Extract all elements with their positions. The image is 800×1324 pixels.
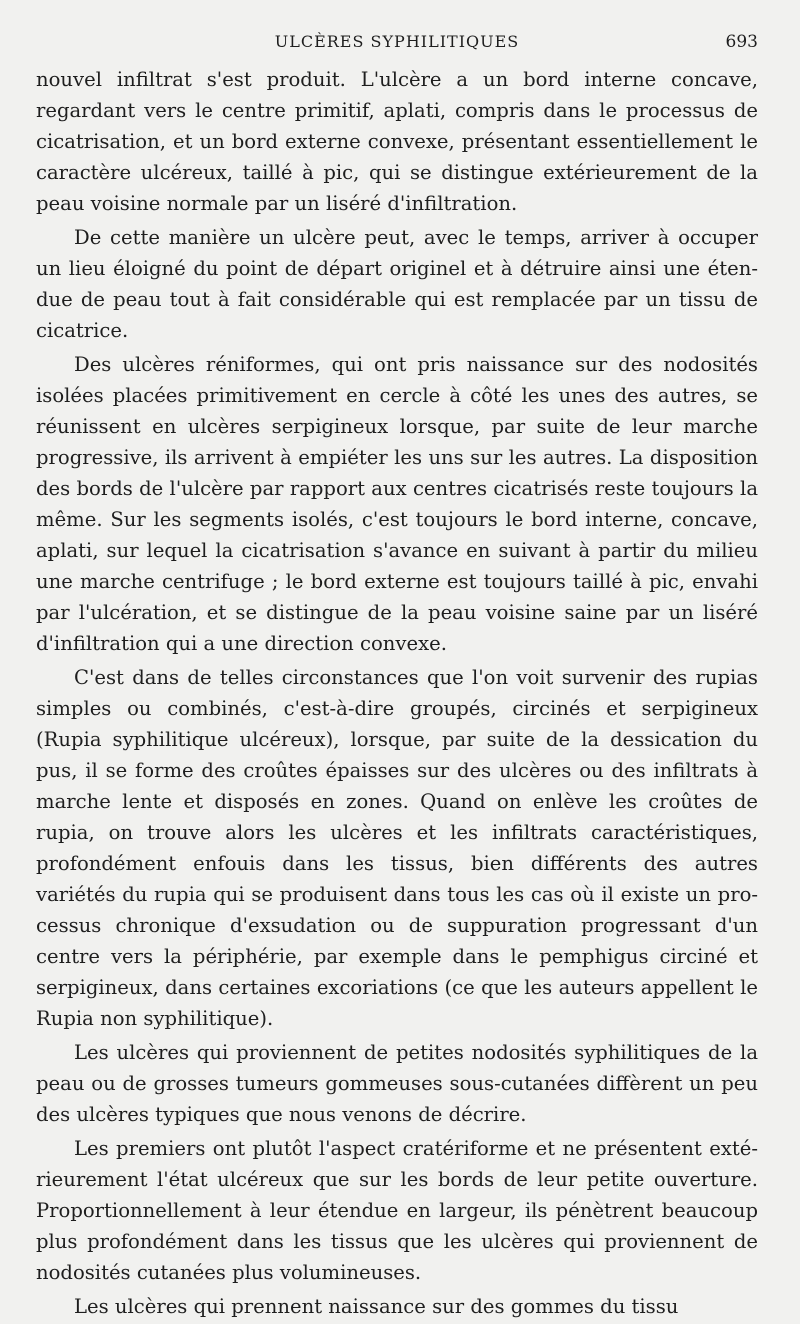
paragraph: Les ulcères qui proviennent de petites nodosités syphilitiques de la peau ou de grosses tumeurs gommeuses sous-cutanées diffèrent un peu des ulcères typiques que nous venons de décrire. (36, 1041, 758, 1126)
running-title: ULCÈRES SYPHILITIQUES (274, 32, 520, 51)
body-text (36, 64, 758, 1322)
paragraph: Des ulcères réniformes, qui ont pris naissance sur des nodosités isolées placées primitivement en cercle à côté les unes des autres, se réunissent en ulcères serpigineux lorsque, par suite de leur marche progressive, ils arrivent à empiéter les uns sur les autres. La disposition des bords de l'ulcère par rapport aux centres cicatrisés reste toujours la même. Sur les segments isolés, c'est toujours le bord interne, concave, aplati, sur lequel la cicatrisation s'avance en suivant à partir du milieu une marche centrifuge ; le bord externe est toujours taillé à pic, envahi par l'ulcération, et se distingue de la peau voisine saine par un liséré d'infiltration qui a une direction convexe. (36, 353, 758, 655)
paragraph: Les premiers ont plutôt l'aspect cratériforme et ne présentent extérieurement l'état ulcéreux que sur les bords de leur petite ouverture. Proportionnellement à leur étendue en largeur, ils pénètrent beaucoup plus profondément dans les tissus que les ulcères qui proviennent de nodosités cutanées plus volumineuses. (36, 1137, 758, 1284)
paragraph: C'est dans de telles circonstances que l'on voit survenir des rupias simples ou combinés, c'est-à-dire groupés, circinés et serpigineux (Rupia syphilitique ulcéreux), lorsque, par suite de la dessication du pus, il se forme des croûtes épaisses sur des ulcères ou des infiltrats à marche lente et disposés en zones. Quand on enlève les croûtes de rupia, on trouve alors les ulcères et les infiltrats caractéristiques, profondément enfouis dans les tissus, bien différents des autres variétés du rupia qui se produisent dans tous les cas où il existe un processus chronique d'exsudation ou de suppuration progressant d'un centre vers la périphérie, par exemple dans le pemphigus circiné et serpigineux, dans certaines excoriations (ce que les auteurs appellent le Rupia non syphilitique). (36, 666, 758, 1030)
paragraph: Les ulcères qui prennent naissance sur des gommes du tissu (74, 1295, 679, 1318)
paragraph-continued: nouvel infiltrat s'est produit. L'ulcère a un bord interne concave, regardant vers le centre primitif, aplati, compris dans le processus de cicatrisation, et un bord externe convexe, présentant essentiellement le caractère ulcéreux, taillé à pic, qui se distingue extérieurement de la peau voisine normale par un liséré d'infiltration. (36, 68, 758, 215)
page-number: 693 (725, 32, 758, 52)
running-head (36, 28, 758, 64)
paragraph: De cette manière un ulcère peut, avec le temps, arriver à occuper un lieu éloigné du point de départ originel et à détruire ainsi une étendue de peau tout à fait considérable qui est remplacée par un tissu de cicatrice. (36, 226, 758, 342)
